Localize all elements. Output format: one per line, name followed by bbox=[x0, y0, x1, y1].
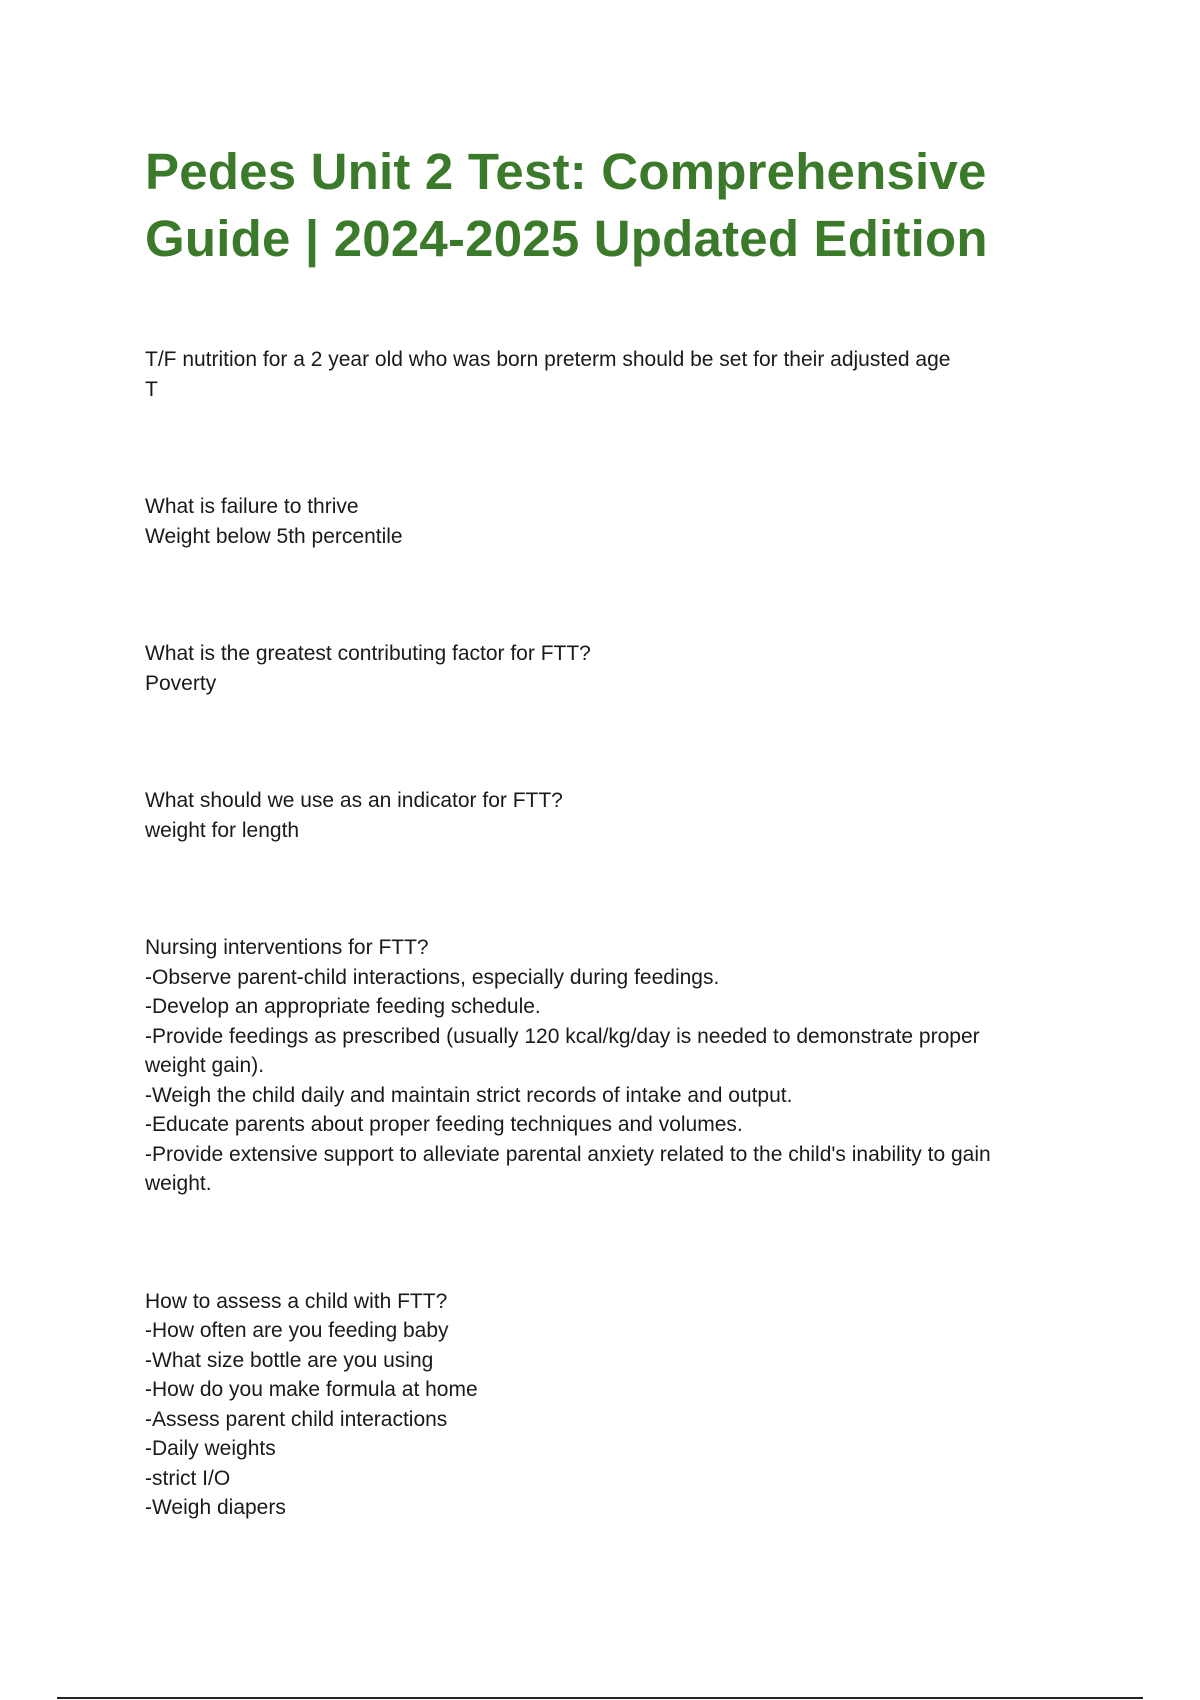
answer-line: -strict I/O bbox=[145, 1466, 231, 1490]
question-text: What should we use as an indicator for FTT? bbox=[145, 789, 563, 812]
qa-item bbox=[145, 1287, 1045, 1523]
answer-line: -Provide feedings as prescribed (usually 120 kcal/kg/day is needed to demonstrate proper weight gain). bbox=[145, 1024, 980, 1077]
answer-line: -How do you make formula at home bbox=[145, 1378, 478, 1401]
qa-item bbox=[145, 933, 1045, 1199]
qa-item bbox=[145, 639, 1045, 698]
answer-line: T bbox=[145, 377, 158, 401]
answer-line: -Weigh diapers bbox=[145, 1496, 286, 1519]
qa-item bbox=[145, 492, 1045, 551]
qa-list bbox=[145, 345, 1045, 1523]
qa-item bbox=[145, 786, 1045, 845]
document-page bbox=[145, 138, 1045, 1611]
question-text: T/F nutrition for a 2 year old who was born preterm should be set for their adjusted age bbox=[145, 348, 951, 371]
answer-line: -Observe parent-child interactions, especially during feedings. bbox=[145, 965, 720, 989]
page-bottom-rule bbox=[57, 1697, 1143, 1699]
answer-line: -What size bottle are you using bbox=[145, 1348, 434, 1372]
answer-line: -Daily weights bbox=[145, 1437, 276, 1460]
answer-line: Poverty bbox=[145, 671, 217, 695]
answer-line: weight for length bbox=[145, 818, 300, 842]
answer-line: -Develop an appropriate feeding schedule. bbox=[145, 995, 541, 1018]
question-text: Nursing interventions for FTT? bbox=[145, 936, 429, 959]
answer-line: -How often are you feeding baby bbox=[145, 1319, 449, 1342]
answer-line: Weight below 5th percentile bbox=[145, 524, 403, 548]
answer-line: -Assess parent child interactions bbox=[145, 1407, 448, 1431]
question-text: What is failure to thrive bbox=[145, 495, 359, 518]
answer-line: -Weigh the child daily and maintain strict records of intake and output. bbox=[145, 1083, 793, 1107]
question-text: How to assess a child with FTT? bbox=[145, 1289, 448, 1313]
answer-line: -Provide extensive support to alleviate parental anxiety related to the child's inability to gain weight. bbox=[145, 1142, 991, 1195]
question-text: What is the greatest contributing factor for FTT? bbox=[145, 642, 591, 665]
qa-item bbox=[145, 345, 1045, 404]
document-title: Pedes Unit 2 Test: Comprehensive Guide | 2024-2025 Updated Edition bbox=[145, 143, 988, 267]
answer-line: -Educate parents about proper feeding techniques and volumes. bbox=[145, 1113, 743, 1136]
